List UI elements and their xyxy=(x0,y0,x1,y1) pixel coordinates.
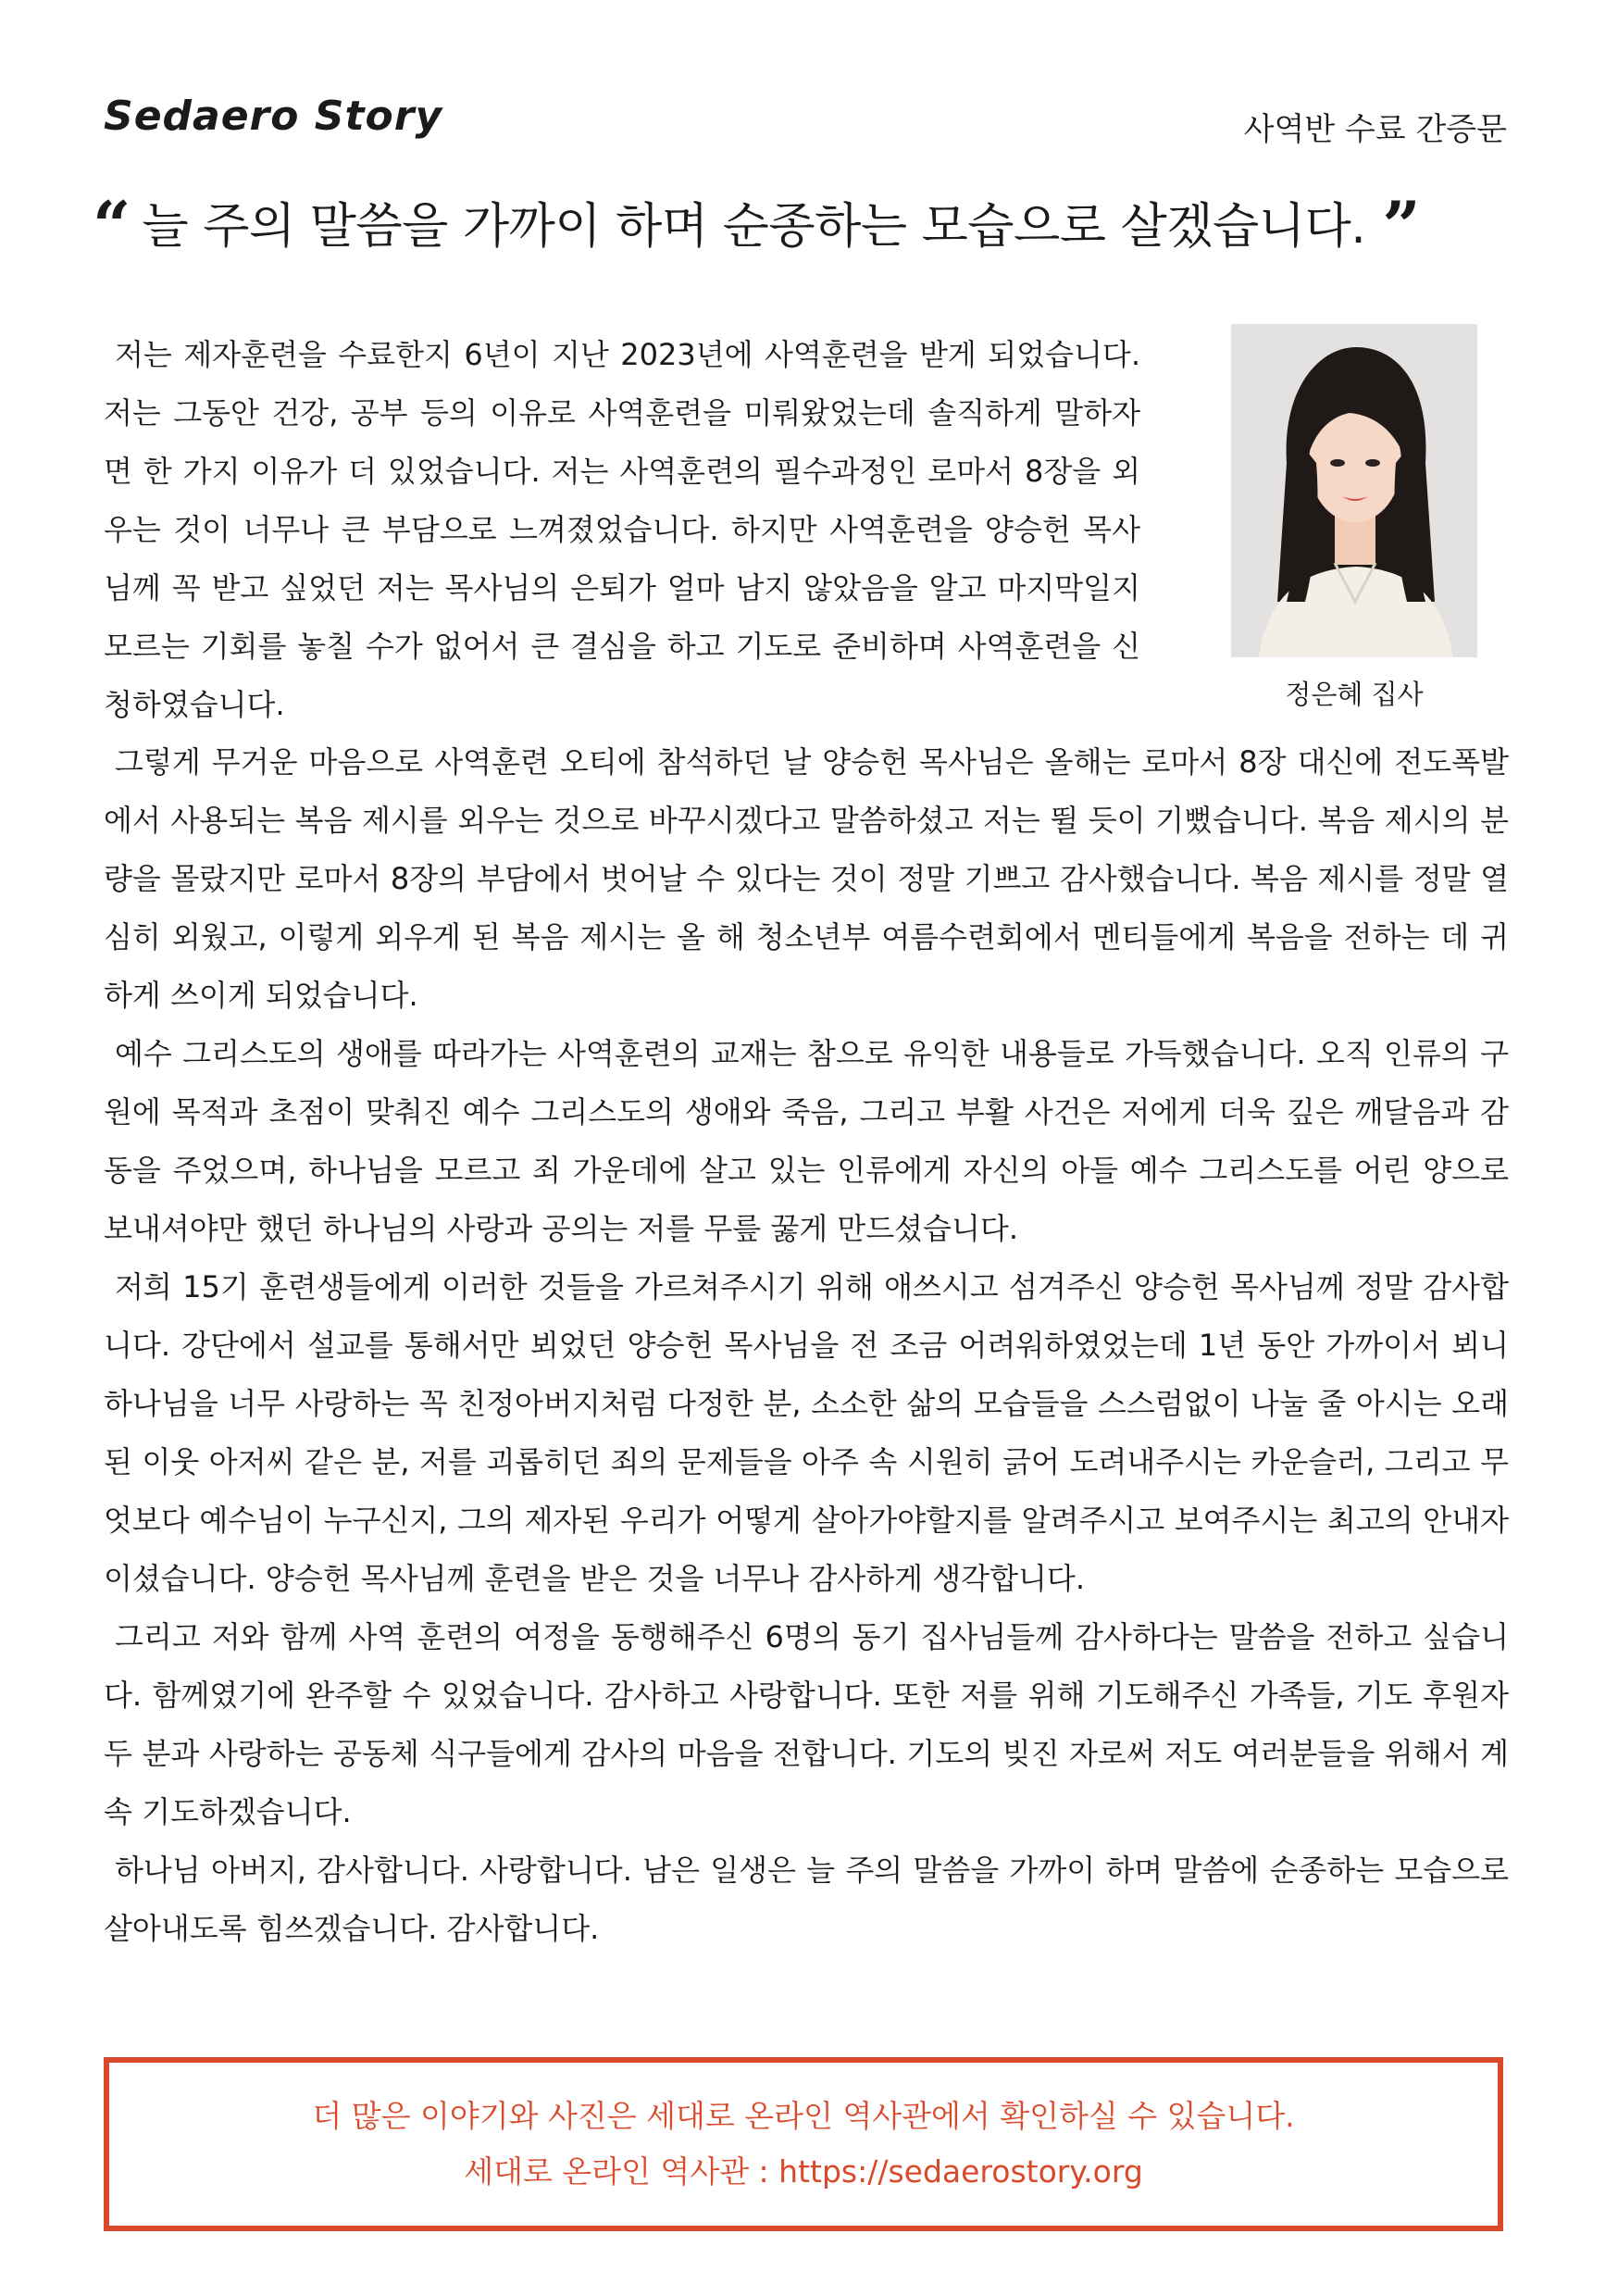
notice-url-line: 세대로 온라인 역사관 : https://sedaerostory.org xyxy=(464,2153,1143,2190)
intro-paragraph: 저는 제자훈련을 수료한지 6년이 지난 2023년에 사역훈련을 받게 되었습니다. 저는 그동안 건강, 공부 등의 이유로 사역훈련을 미뤄왔었는데 솔직하게 말하자면 한 가지 이유가 더 있었습니다. 저는 사역훈련의 필수과정인 로마서 8장을 외우는 것이 너무나 큰 부담으로 느껴졌었습니다. 하지만 사역훈련을 양승헌 목사님께 꼭 받고 싶었던 저는 목사님의 은퇴가 얼마 남지 않았음을 알고 마지막일지 모르는 기회를 놓칠 수가 없어서 큰 결심을 하고 기도로 준비하며 사역훈련을 신청하였습니다. xyxy=(104,337,1140,722)
headline xyxy=(93,185,1525,268)
testimony-body xyxy=(104,733,1509,1958)
body-paragraph: 그리고 저와 함께 사역 훈련의 여정을 동행해주신 6명의 동기 집사님들께 감사하다는 말씀을 전하고 싶습니다. 함께였기에 완주할 수 있었습니다. 감사하고 사랑합니다. 또한 저를 위해 기도해주신 가족들, 기도 후원자 두 분과 사랑하는 공동체 식구들에게 감사의 마음을 전합니다. 기도의 빚진 자로써 저도 여러분들을 위해서 계속 기도하겠습니다. xyxy=(104,1619,1510,1829)
close-quote-mark: ” xyxy=(1382,186,1421,265)
body-paragraph: 그렇게 무거운 마음으로 사역훈련 오티에 참석하던 날 양승헌 목사님은 올해는 로마서 8장 대신에 전도폭발에서 사용되는 복음 제시를 외우는 것으로 바꾸시겠다고 말씀하셨고 저는 뛸 듯이 기뻤습니다. 복음 제시의 분량을 몰랐지만 로마서 8장의 부담에서 벗어날 수 있다는 것이 정말 기쁘고 감사했습니다. 복음 제시를 정말 열심히 외웠고, 이렇게 외우게 된 복음 제시는 올 해 청소년부 여름수련회에서 멘티들에게 복음을 전하는 데 귀하게 쓰이게 되었습니다. xyxy=(104,744,1510,1013)
open-quote-mark: “ xyxy=(93,186,131,265)
body-paragraph: 하나님 아버지, 감사합니다. 사랑합니다. 남은 일생은 늘 주의 말씀을 가까이 하며 말씀에 순종하는 모습으로 살아내도록 힘쓰겠습니다. 감사합니다. xyxy=(104,1853,1510,1946)
brand-logo: Sedaero Story xyxy=(104,93,443,140)
author-photo xyxy=(1231,324,1477,657)
headline-text: 늘 주의 말씀을 가까이 하며 순종하는 모습으로 살겠습니다. xyxy=(142,199,1366,255)
notice-line: 더 많은 이야기와 사진은 세대로 온라인 역사관에서 확인하실 수 있습니다. xyxy=(312,2098,1295,2134)
notice-box xyxy=(104,2057,1503,2231)
body-paragraph: 예수 그리스도의 생애를 따라가는 사역훈련의 교재는 참으로 유익한 내용들로 가득했습니다. 오직 인류의 구원에 목적과 초점이 맞춰진 예수 그리스도의 생애와 죽음, 그리고 부활 사건은 저에게 더욱 깊은 깨달음과 감동을 주었으며, 하나님을 모르고 죄 가운데에 살고 있는 인류에게 자신의 아들 예수 그리스도를 어린 양으로 보내셔야만 했던 하나님의 사랑과 공의는 저를 무릎 꿇게 만드셨습니다. xyxy=(104,1036,1510,1246)
author-caption: 정은혜 집사 xyxy=(1285,679,1424,710)
body-paragraph: 저희 15기 훈련생들에게 이러한 것들을 가르쳐주시기 위해 애쓰시고 섬겨주신 양승헌 목사님께 정말 감사합니다. 강단에서 설교를 통해서만 뵈었던 양승헌 목사님을 전 조금 어려워하였었는데 1년 동안 가까이서 뵈니 하나님을 너무 사랑하는 꼭 친정아버지처럼 다정한 분, 소소한 삶의 모습들을 스스럼없이 나눌 줄 아시는 오래된 이웃 아저씨 같은 분, 저를 괴롭히던 죄의 문제들을 아주 속 시원히 긁어 도려내주시는 카운슬러, 그리고 무엇보다 예수님이 누구신지, 그의 제자된 우리가 어떻게 살아가야할지를 알려주시고 보여주시는 최고의 안내자이셨습니다. 양승헌 목사님께 훈련을 받은 것을 너무나 감사하게 생각합니다. xyxy=(104,1269,1509,1596)
document-type-label: 사역반 수료 간증문 xyxy=(1243,111,1507,148)
